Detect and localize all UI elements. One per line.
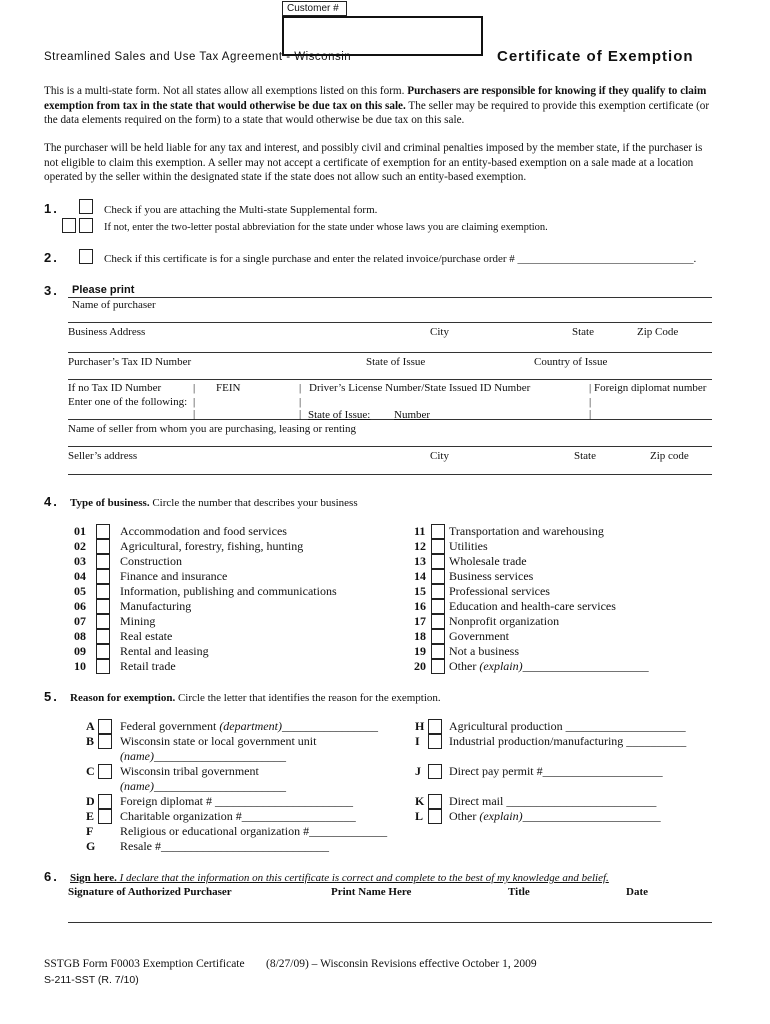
reason-code: A xyxy=(86,719,95,733)
reason-label[interactable]: Federal government (department)________________ xyxy=(120,719,378,733)
reason-label[interactable]: Direct pay permit #____________________ xyxy=(449,764,663,778)
reason-label[interactable]: Resale #____________________________ xyxy=(120,839,329,853)
business-address-line[interactable] xyxy=(68,322,712,323)
biz-checkbox[interactable] xyxy=(96,569,110,584)
section-3-number: 3. xyxy=(44,283,59,298)
biz-checkbox[interactable] xyxy=(96,539,110,554)
biz-label: Retail trade xyxy=(120,659,176,673)
print-name-label: Print Name Here xyxy=(331,886,412,898)
section-5-heading: Reason for exemption. Circle the letter that identifies the reason for the exemption. xyxy=(70,692,441,704)
tax-id-line[interactable] xyxy=(68,352,712,353)
city-label: City xyxy=(430,326,449,338)
reason-code: E xyxy=(86,809,95,823)
biz-code: 03 xyxy=(74,554,86,568)
customer-label: Customer # xyxy=(282,1,347,16)
biz-label: Utilities xyxy=(449,539,488,553)
biz-code: 02 xyxy=(74,539,86,553)
biz-checkbox[interactable] xyxy=(431,629,445,644)
biz-label: Manufacturing xyxy=(120,599,192,613)
intro-paragraph-2: The purchaser will be held liable for any tax and interest, and possibly civil and criminal penalties imposed by the member state, if the purchaser is not eligible to claim this exemption. A seller may not accept a certificate of exemption for an entity-based exemption on a sale made at a location operated by the seller within the designated state if the state does not allow such an entity-based exemption. xyxy=(44,142,703,183)
drivers-license-label: Driver’s License Number/State Issued ID Number xyxy=(309,382,531,394)
biz-code: 05 xyxy=(74,584,86,598)
biz-code: 06 xyxy=(74,599,86,613)
biz-code: 04 xyxy=(74,569,86,583)
biz-label: Education and health-care services xyxy=(449,599,616,613)
reason-label: Wisconsin state or local government unit xyxy=(120,734,317,748)
reason-label[interactable]: Direct mail _________________________ xyxy=(449,794,657,808)
reason-label[interactable]: Industrial production/manufacturing __________ xyxy=(449,734,687,748)
biz-code: 08 xyxy=(74,629,86,643)
reason-code: J xyxy=(415,764,421,778)
biz-checkbox[interactable] xyxy=(96,554,110,569)
biz-checkbox[interactable] xyxy=(431,554,445,569)
biz-checkbox[interactable] xyxy=(431,614,445,629)
reason-checkbox[interactable] xyxy=(98,719,112,734)
seller-city-label: City xyxy=(430,450,449,462)
signature-label: Signature of Authorized Purchaser xyxy=(68,886,232,898)
declaration: Sign here. I declare that the information on this certificate is correct and complete to the best of my knowledge and belief. xyxy=(70,872,609,884)
please-print-heading: Please print xyxy=(72,284,135,296)
country-of-issue-label: Country of Issue xyxy=(534,356,608,368)
single-purchase-checkbox[interactable] xyxy=(79,249,93,264)
reason-checkbox[interactable] xyxy=(428,794,442,809)
state-label: State xyxy=(572,326,594,338)
biz-checkbox[interactable] xyxy=(431,524,445,539)
reason-code: H xyxy=(415,719,425,733)
biz-code: 07 xyxy=(74,614,86,628)
customer-number-field[interactable] xyxy=(282,16,483,56)
biz-code: 18 xyxy=(414,629,426,643)
biz-code: 13 xyxy=(414,554,426,568)
section-2-number: 2. xyxy=(44,250,59,265)
biz-code: 20 xyxy=(414,659,426,673)
reason-checkbox[interactable] xyxy=(428,719,442,734)
date-label: Date xyxy=(626,886,648,898)
reason-code: I xyxy=(415,734,420,748)
biz-code: 17 xyxy=(414,614,426,628)
reason-code: L xyxy=(415,809,424,823)
biz-label: Real estate xyxy=(120,629,173,643)
biz-label: Construction xyxy=(120,554,182,568)
state-abbrev-box-1[interactable] xyxy=(62,218,76,233)
reason-code: D xyxy=(86,794,95,808)
seller-address-line[interactable] xyxy=(68,474,712,475)
intro-paragraph-1: This is a multi-state form. Not all states allow all exemptions listed on this form. Purchasers are responsible for knowing if they qualify to claim exemption from tax in the state that would otherwise be due tax on this sale. The seller may be required to provide this exemption certificate (or the data elements required on the form) to a state that would otherwise be due tax on this sale. xyxy=(44,85,710,126)
biz-checkbox[interactable] xyxy=(96,644,110,659)
section-4-heading: Type of business. Circle the number that describes your business xyxy=(70,497,358,509)
biz-label: Finance and insurance xyxy=(120,569,228,583)
no-tax-id-label: If no Tax ID Number xyxy=(68,382,162,394)
biz-checkbox[interactable] xyxy=(96,584,110,599)
multistate-supplemental-checkbox[interactable] xyxy=(79,199,93,214)
biz-label: Nonprofit organization xyxy=(449,614,560,628)
agreement-title: Streamlined Sales and Use Tax Agreement - Wisconsin xyxy=(44,51,352,63)
biz-code: 09 xyxy=(74,644,86,658)
biz-label: Business services xyxy=(449,569,534,583)
tax-id-label: Purchaser’s Tax ID Number xyxy=(68,356,192,368)
biz-label: Mining xyxy=(120,614,156,628)
biz-code: 10 xyxy=(74,659,86,673)
biz-checkbox[interactable] xyxy=(96,524,110,539)
business-address-label: Business Address xyxy=(68,326,146,338)
foreign-diplomat-label: Foreign diplomat number xyxy=(594,382,707,394)
biz-checkbox[interactable] xyxy=(96,614,110,629)
title-label: Title xyxy=(508,886,530,898)
reason-code: G xyxy=(86,839,96,853)
reason-label[interactable]: Foreign diplomat # _______________________ xyxy=(120,794,353,808)
seller-name-label: Name of seller from whom you are purchasing, leasing or renting xyxy=(68,423,357,435)
seller-address-label: Seller’s address xyxy=(68,450,138,462)
biz-checkbox[interactable] xyxy=(96,629,110,644)
reason-checkbox[interactable] xyxy=(98,809,112,824)
biz-label: Professional services xyxy=(449,584,550,598)
state-of-issue-label: State of Issue xyxy=(366,356,426,368)
biz-code: 14 xyxy=(414,569,426,583)
signature-line[interactable] xyxy=(68,922,712,923)
section-1-line-2: If not, enter the two-letter postal abbreviation for the state under whose laws you are claiming exemption. xyxy=(104,222,548,233)
name-of-purchaser-label: Name of purchaser xyxy=(72,299,156,311)
seller-zip-label: Zip code xyxy=(650,450,689,462)
biz-checkbox[interactable] xyxy=(431,584,445,599)
zip-code-label: Zip Code xyxy=(637,326,679,338)
reason-code: B xyxy=(86,734,95,748)
biz-label: Transportation and warehousing xyxy=(449,524,604,538)
biz-label: Agricultural, forestry, fishing, hunting xyxy=(120,539,304,553)
reason-checkbox[interactable] xyxy=(98,734,112,749)
biz-checkbox[interactable] xyxy=(96,659,110,674)
biz-label: Accommodation and food services xyxy=(120,524,287,538)
biz-label: Rental and leasing xyxy=(120,644,209,658)
section-4-number: 4. xyxy=(44,494,59,509)
biz-label: Government xyxy=(449,629,509,643)
reason-code: C xyxy=(86,764,95,778)
seller-name-line[interactable] xyxy=(68,446,712,447)
page-title: Certificate of Exemption xyxy=(497,48,694,65)
section-1-number: 1. xyxy=(44,201,59,216)
biz-code: 16 xyxy=(414,599,426,613)
reason-label[interactable]: Other (explain)_______________________ xyxy=(449,809,661,823)
fein-label: FEIN xyxy=(216,382,241,394)
section-1-line-1: Check if you are attaching the Multi-state Supplemental form. xyxy=(104,204,378,216)
reason-name-field[interactable]: (name)______________________ xyxy=(120,749,286,763)
biz-label: Wholesale trade xyxy=(449,554,527,568)
state-of-issue-colon-label: State of Issue: xyxy=(308,409,371,421)
reason-code: K xyxy=(415,794,425,808)
reason-label[interactable]: Charitable organization #___________________ xyxy=(120,809,356,823)
biz-checkbox[interactable] xyxy=(431,599,445,614)
biz-checkbox[interactable] xyxy=(96,599,110,614)
number-label: Number xyxy=(394,409,431,421)
reason-checkbox[interactable] xyxy=(428,809,442,824)
biz-label: Not a business xyxy=(449,644,519,658)
biz-label: Information, publishing and communications xyxy=(120,584,337,598)
biz-code: 11 xyxy=(414,524,426,538)
biz-code: 12 xyxy=(414,539,426,553)
biz-checkbox[interactable] xyxy=(431,539,445,554)
biz-other-label[interactable]: Other (explain)_____________________ xyxy=(449,659,649,673)
reason-name-field[interactable]: (name)______________________ xyxy=(120,779,286,793)
biz-code: 19 xyxy=(414,644,426,658)
biz-checkbox[interactable] xyxy=(431,569,445,584)
reason-label[interactable]: Agricultural production ____________________ xyxy=(449,719,686,733)
footer-code: S-211-SST (R. 7/10) xyxy=(44,974,139,986)
biz-code: 01 xyxy=(74,524,86,538)
reason-code: F xyxy=(86,824,94,838)
reason-checkbox[interactable] xyxy=(98,764,112,779)
footer-revision: (8/27/09) – Wisconsin Revisions effective October 1, 2009 xyxy=(266,958,537,970)
section-5-number: 5. xyxy=(44,689,59,704)
reason-checkbox[interactable] xyxy=(98,794,112,809)
reason-label: Wisconsin tribal government xyxy=(120,764,259,778)
state-abbrev-box-2[interactable] xyxy=(79,218,93,233)
section-2-text: Check if this certificate is for a single purchase and enter the related invoice/purchase order # ________________________________. xyxy=(104,253,697,265)
biz-checkbox[interactable] xyxy=(431,644,445,659)
seller-state-label: State xyxy=(574,450,596,462)
biz-code: 15 xyxy=(414,584,426,598)
reason-checkbox[interactable] xyxy=(428,734,442,749)
reason-label[interactable]: Religious or educational organization #_____________ xyxy=(120,824,388,838)
section-6-number: 6. xyxy=(44,869,59,884)
biz-checkbox[interactable] xyxy=(431,659,445,674)
reason-checkbox[interactable] xyxy=(428,764,442,779)
enter-one-label: Enter one of the following: xyxy=(68,396,188,408)
footer-form: SSTGB Form F0003 Exemption Certificate xyxy=(44,958,245,970)
